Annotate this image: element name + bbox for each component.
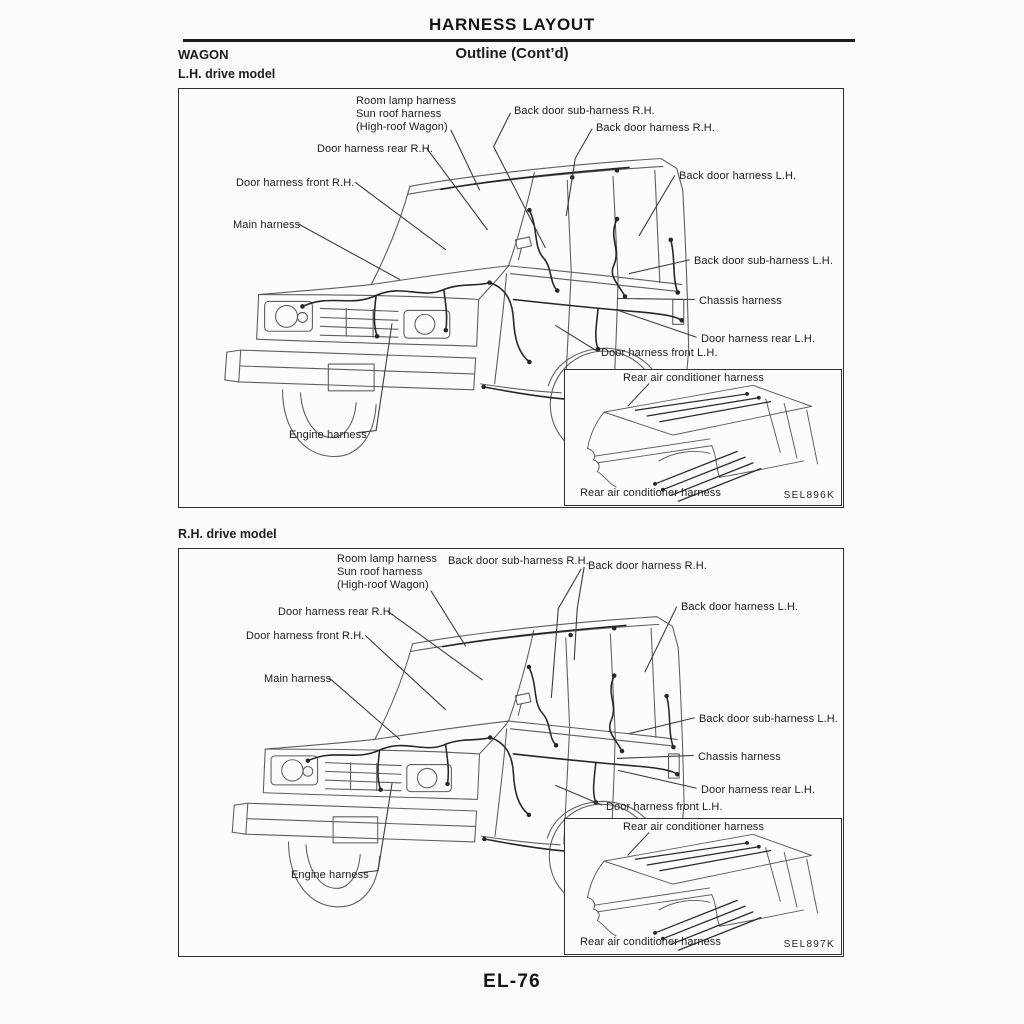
rear-ac-inset-lh bbox=[564, 369, 842, 506]
page-subtitle: Outline (Cont’d) bbox=[455, 45, 569, 62]
leader-door-front-rh bbox=[365, 635, 446, 709]
callout-rear-ac-top: Rear air conditioner harness bbox=[623, 372, 764, 384]
leader-back-door-sub-lh bbox=[629, 718, 695, 734]
model-label-lh: L.H. drive model bbox=[178, 67, 276, 81]
roof-view-drawing-rh bbox=[565, 819, 841, 954]
callout-door-rear-rh: Door harness rear R.H. bbox=[317, 143, 433, 155]
model-label-rh: R.H. drive model bbox=[178, 527, 277, 541]
callout-sun-roof: Sun roof harness bbox=[337, 566, 423, 578]
callout-main-harness: Main harness bbox=[264, 673, 332, 685]
callout-room-lamp: Room lamp harness bbox=[356, 95, 457, 107]
callout-rear-ac-top: Rear air conditioner harness bbox=[623, 821, 764, 833]
callout-door-rear-lh: Door harness rear L.H. bbox=[701, 784, 816, 796]
leader-main-harness bbox=[298, 224, 400, 280]
diagram-lh-drive bbox=[178, 88, 844, 508]
callout-high-roof: (High-roof Wagon) bbox=[337, 579, 429, 591]
callout-high-roof: (High-roof Wagon) bbox=[356, 121, 448, 133]
leader-door-front-rh bbox=[355, 182, 446, 250]
callout-back-door-sub-lh: Back door sub-harness L.H. bbox=[694, 255, 833, 267]
callout-back-door-sub-rh: Back door sub-harness R.H. bbox=[448, 555, 589, 567]
title-rule bbox=[183, 39, 855, 42]
callout-door-front-lh: Door harness front L.H. bbox=[601, 347, 718, 359]
rear-ac-inset-rh bbox=[564, 818, 842, 955]
roof-view-drawing-lh bbox=[565, 370, 841, 505]
callout-chassis-harness: Chassis harness bbox=[699, 295, 782, 307]
callout-roof-harness-group bbox=[337, 553, 437, 592]
callout-sun-roof: Sun roof harness bbox=[356, 108, 442, 120]
callout-chassis-harness: Chassis harness bbox=[698, 751, 781, 763]
callout-door-front-rh: Door harness front R.H. bbox=[236, 177, 355, 189]
callout-main-harness: Main harness bbox=[233, 219, 301, 231]
page-title: HARNESS LAYOUT bbox=[429, 15, 595, 34]
callout-back-door-lh: Back door harness L.H. bbox=[681, 601, 799, 613]
diagram-rh-drive bbox=[178, 548, 844, 957]
leader-chassis-harness bbox=[617, 298, 695, 299]
section-label: WAGON bbox=[178, 47, 229, 62]
leader-chassis-harness bbox=[617, 755, 694, 758]
callout-door-rear-lh: Door harness rear L.H. bbox=[701, 333, 816, 345]
figure-code-sel897k: SEL897K bbox=[783, 939, 835, 950]
callout-back-door-rh: Back door harness R.H. bbox=[588, 560, 707, 572]
leader-door-front-lh bbox=[555, 325, 597, 351]
callout-back-door-lh: Back door harness L.H. bbox=[679, 170, 797, 182]
callout-door-front-rh: Door harness front R.H. bbox=[246, 630, 365, 642]
callout-rear-ac-bottom: Rear air conditioner harness bbox=[580, 487, 721, 499]
callout-rear-ac-bottom: Rear air conditioner harness bbox=[580, 936, 721, 948]
callout-engine-harness: Engine harness bbox=[291, 869, 369, 881]
leader-back-door-sub-rh bbox=[551, 569, 581, 698]
callout-door-front-lh: Door harness front L.H. bbox=[606, 801, 723, 813]
callout-back-door-rh: Back door harness R.H. bbox=[596, 122, 715, 134]
leader-room-lamp-harness bbox=[451, 130, 480, 191]
callout-back-door-sub-rh: Back door sub-harness R.H. bbox=[514, 105, 655, 117]
leader-door-rear-lh bbox=[618, 770, 697, 788]
leader-door-front-lh bbox=[555, 785, 602, 805]
callout-engine-harness: Engine harness bbox=[289, 429, 367, 441]
callout-room-lamp: Room lamp harness bbox=[337, 553, 438, 565]
leader-back-door-lh bbox=[645, 607, 677, 673]
callout-door-rear-rh: Door harness rear R.H. bbox=[278, 606, 394, 618]
figure-code-sel896k: SEL896K bbox=[783, 490, 835, 501]
page-number: EL-76 bbox=[483, 971, 541, 992]
callout-roof-harness-group bbox=[356, 95, 456, 134]
callout-back-door-sub-lh: Back door sub-harness L.H. bbox=[699, 713, 838, 725]
leader-back-door-rh bbox=[574, 567, 584, 660]
